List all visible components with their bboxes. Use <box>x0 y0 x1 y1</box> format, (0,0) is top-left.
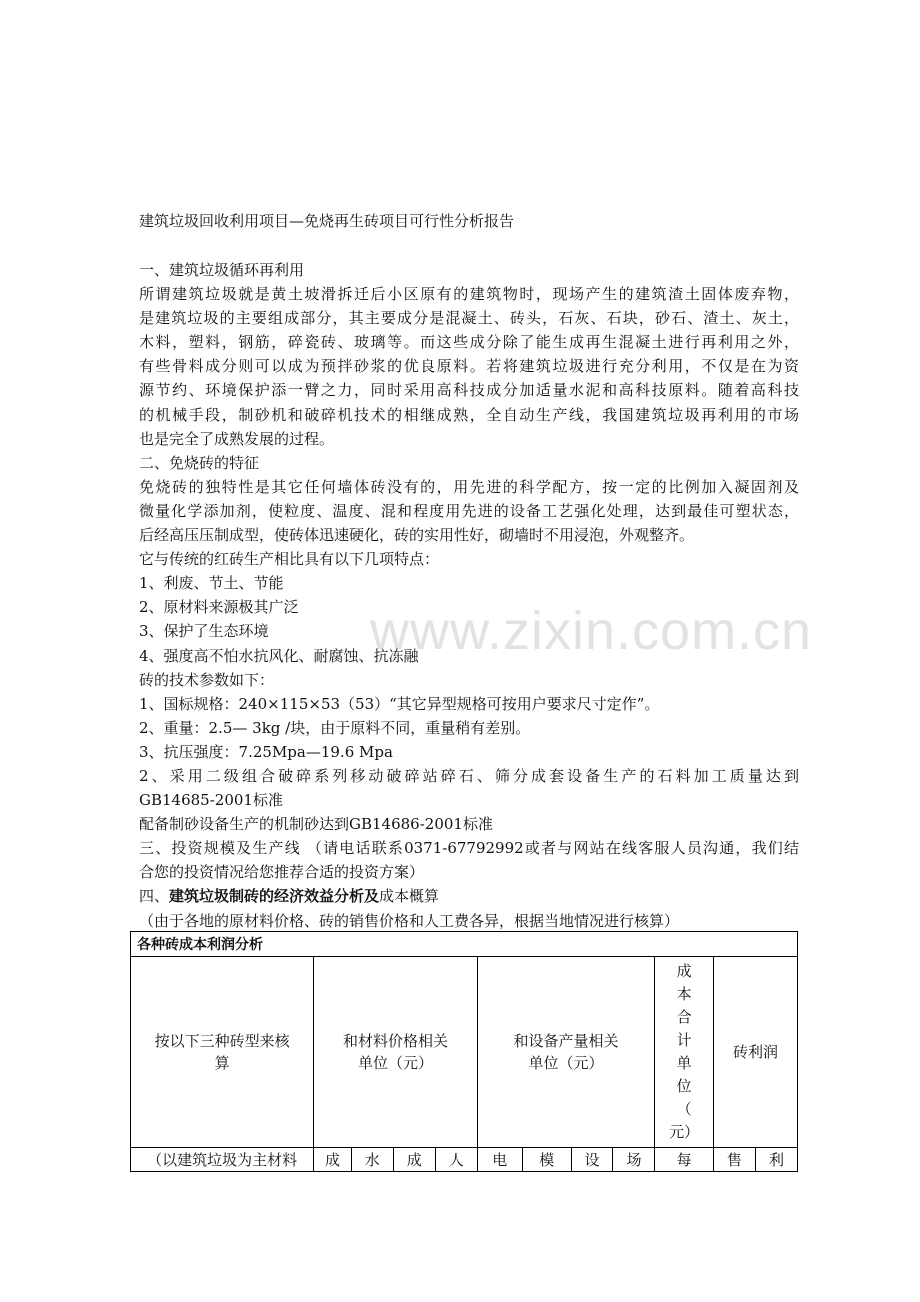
cost-profit-table <box>130 931 798 1172</box>
text-line: 也是完全了成熟发展的过程。 <box>139 429 335 448</box>
document-title: 建筑垃圾回收利用项目—免烧再生砖项目可行性分析报告 <box>139 212 515 230</box>
table-cell: 每 <box>655 1148 714 1172</box>
header-unit-cost-total <box>655 957 714 1148</box>
vertical-header-char: 本 <box>676 985 692 1003</box>
table-cell: 电 <box>477 1148 522 1172</box>
cost-note: （由于各地的原材料价格、砖的销售价格和人工费各异，根据当地情况进行核算） <box>139 911 680 930</box>
text-line: 源节约、环境保护添一臂之力，同时采用高科技成分加适量水泥和高科技原料。随着高科技 <box>139 381 799 400</box>
text-line: 1、利废、节土、节能 <box>139 574 284 593</box>
text-line: 2、重量：2.5— 3kg /块，由于原料不同，重量稍有差别。 <box>139 718 531 737</box>
table-cell: 场 <box>613 1148 655 1172</box>
header-material-price: 和材料价格相关 单位（元） <box>314 957 477 1148</box>
text-line: 免烧砖的独特性是其它任何墙体砖没有的，用先进的科学配方，按一定的比例加入凝固剂及 <box>139 477 799 496</box>
text-line: 1、国标规格：240×115×53（53）“其它异型规格可按用户要求尺寸定作”。 <box>139 694 660 713</box>
text-line: 所谓建筑垃圾就是黄土坡滑拆迁后小区原有的建筑物时，现场产生的建筑渣土固体废弃物， <box>139 285 799 304</box>
table-cell: 成 <box>393 1148 435 1172</box>
watermark: www.zixin.com.cn <box>370 601 813 661</box>
header-brick-profit: 砖利润 <box>713 957 797 1148</box>
text-line: 微量化学添加剂，使粒度、温度、混和程度用先进的设备工艺强化处理，达到最佳可塑状态， <box>139 501 799 520</box>
table-caption: 各种砖成本利润分析 <box>131 932 798 957</box>
text-line: 4、强度高不怕水抗风化、耐腐蚀、抗冻融 <box>139 646 419 665</box>
table-cell: 成 <box>314 1148 352 1172</box>
vertical-header-char: 元） <box>669 1123 700 1141</box>
text-line: 3、保护了生态环境 <box>139 622 269 641</box>
vertical-header-char: 成 <box>676 962 692 980</box>
text-line: 砖的技术参数如下： <box>139 670 275 689</box>
table-cell: 水 <box>351 1148 393 1172</box>
text-line: 的机械手段，制砂机和破碎机技术的相继成熟，全自动生产线，我国建筑垃圾再利用的市场 <box>139 405 799 424</box>
table-cell: 售 <box>713 1148 755 1172</box>
header-equipment-output: 和设备产量相关 单位（元） <box>477 957 655 1148</box>
table-cell: 模 <box>522 1148 571 1172</box>
text-line: 2、采用二级组合破碎系列移动破碎站碎石、筛分成套设备生产的石料加工质量达到 <box>139 766 799 785</box>
text-line: 合您的投资情况给您推荐合适的投资方案） <box>139 863 425 882</box>
text-line: GB14685-2001标准 <box>139 791 283 810</box>
section-4-heading <box>139 884 799 908</box>
text-line: 后经高压压制成型，使砖体迅速硬化，砖的实用性好，砌墙时不用浸泡，外观整齐。 <box>139 526 695 545</box>
text-line: 它与传统的红砖生产相比具有以下几项特点： <box>139 550 440 569</box>
section-4-prefix: 四、 <box>139 887 170 906</box>
header-brick-types: 按以下三种砖型来核算 <box>131 957 314 1148</box>
vertical-header-char: 计 <box>676 1031 692 1049</box>
text-line: 二、免烧砖的特征 <box>139 453 260 472</box>
vertical-header-char: 位 <box>676 1077 692 1095</box>
vertical-header-char: 单 <box>676 1054 692 1072</box>
document-body <box>139 258 799 933</box>
vertical-header-char: （ <box>676 1100 692 1118</box>
table-cell: 人 <box>435 1148 477 1172</box>
text-line: 2、原材料来源极其广泛 <box>139 598 299 617</box>
text-line: 木料，塑料，钢筋，碎瓷砖、玻璃等。而这些成分除了能生成再生混凝土进行再利用之外， <box>139 333 799 352</box>
section-4-suffix: 成本概算 <box>379 887 440 906</box>
vertical-header-char: 合 <box>676 1008 692 1026</box>
table-cell: （以建筑垃圾为主材料 <box>131 1148 314 1172</box>
text-line: 有些骨料成分则可以成为预拌砂浆的优良原料。若将建筑垃圾进行充分利用，不仅是在为资 <box>139 357 799 376</box>
text-line: 一、建筑垃圾循环再利用 <box>139 261 305 279</box>
section-4-bold: 建筑垃圾制砖的经济效益分析及 <box>169 887 380 906</box>
table-cell: 设 <box>571 1148 613 1172</box>
text-line: 3、抗压强度：7.25Mpa—19.6 Mpa <box>139 742 393 761</box>
table-cell: 利 <box>755 1148 797 1172</box>
text-line: 是建筑垃圾的主要组成部分，其主要成分是混凝土、砖头，石灰、石块，砂石、渣土、灰土， <box>139 309 799 328</box>
text-line: 配备制砂设备生产的机制砂达到GB14686-2001标准 <box>139 815 493 834</box>
text-line: 三、投资规模及生产线 （请电话联系0371-67792992或者与网站在线客服人员沟通，我们结 <box>139 839 799 858</box>
